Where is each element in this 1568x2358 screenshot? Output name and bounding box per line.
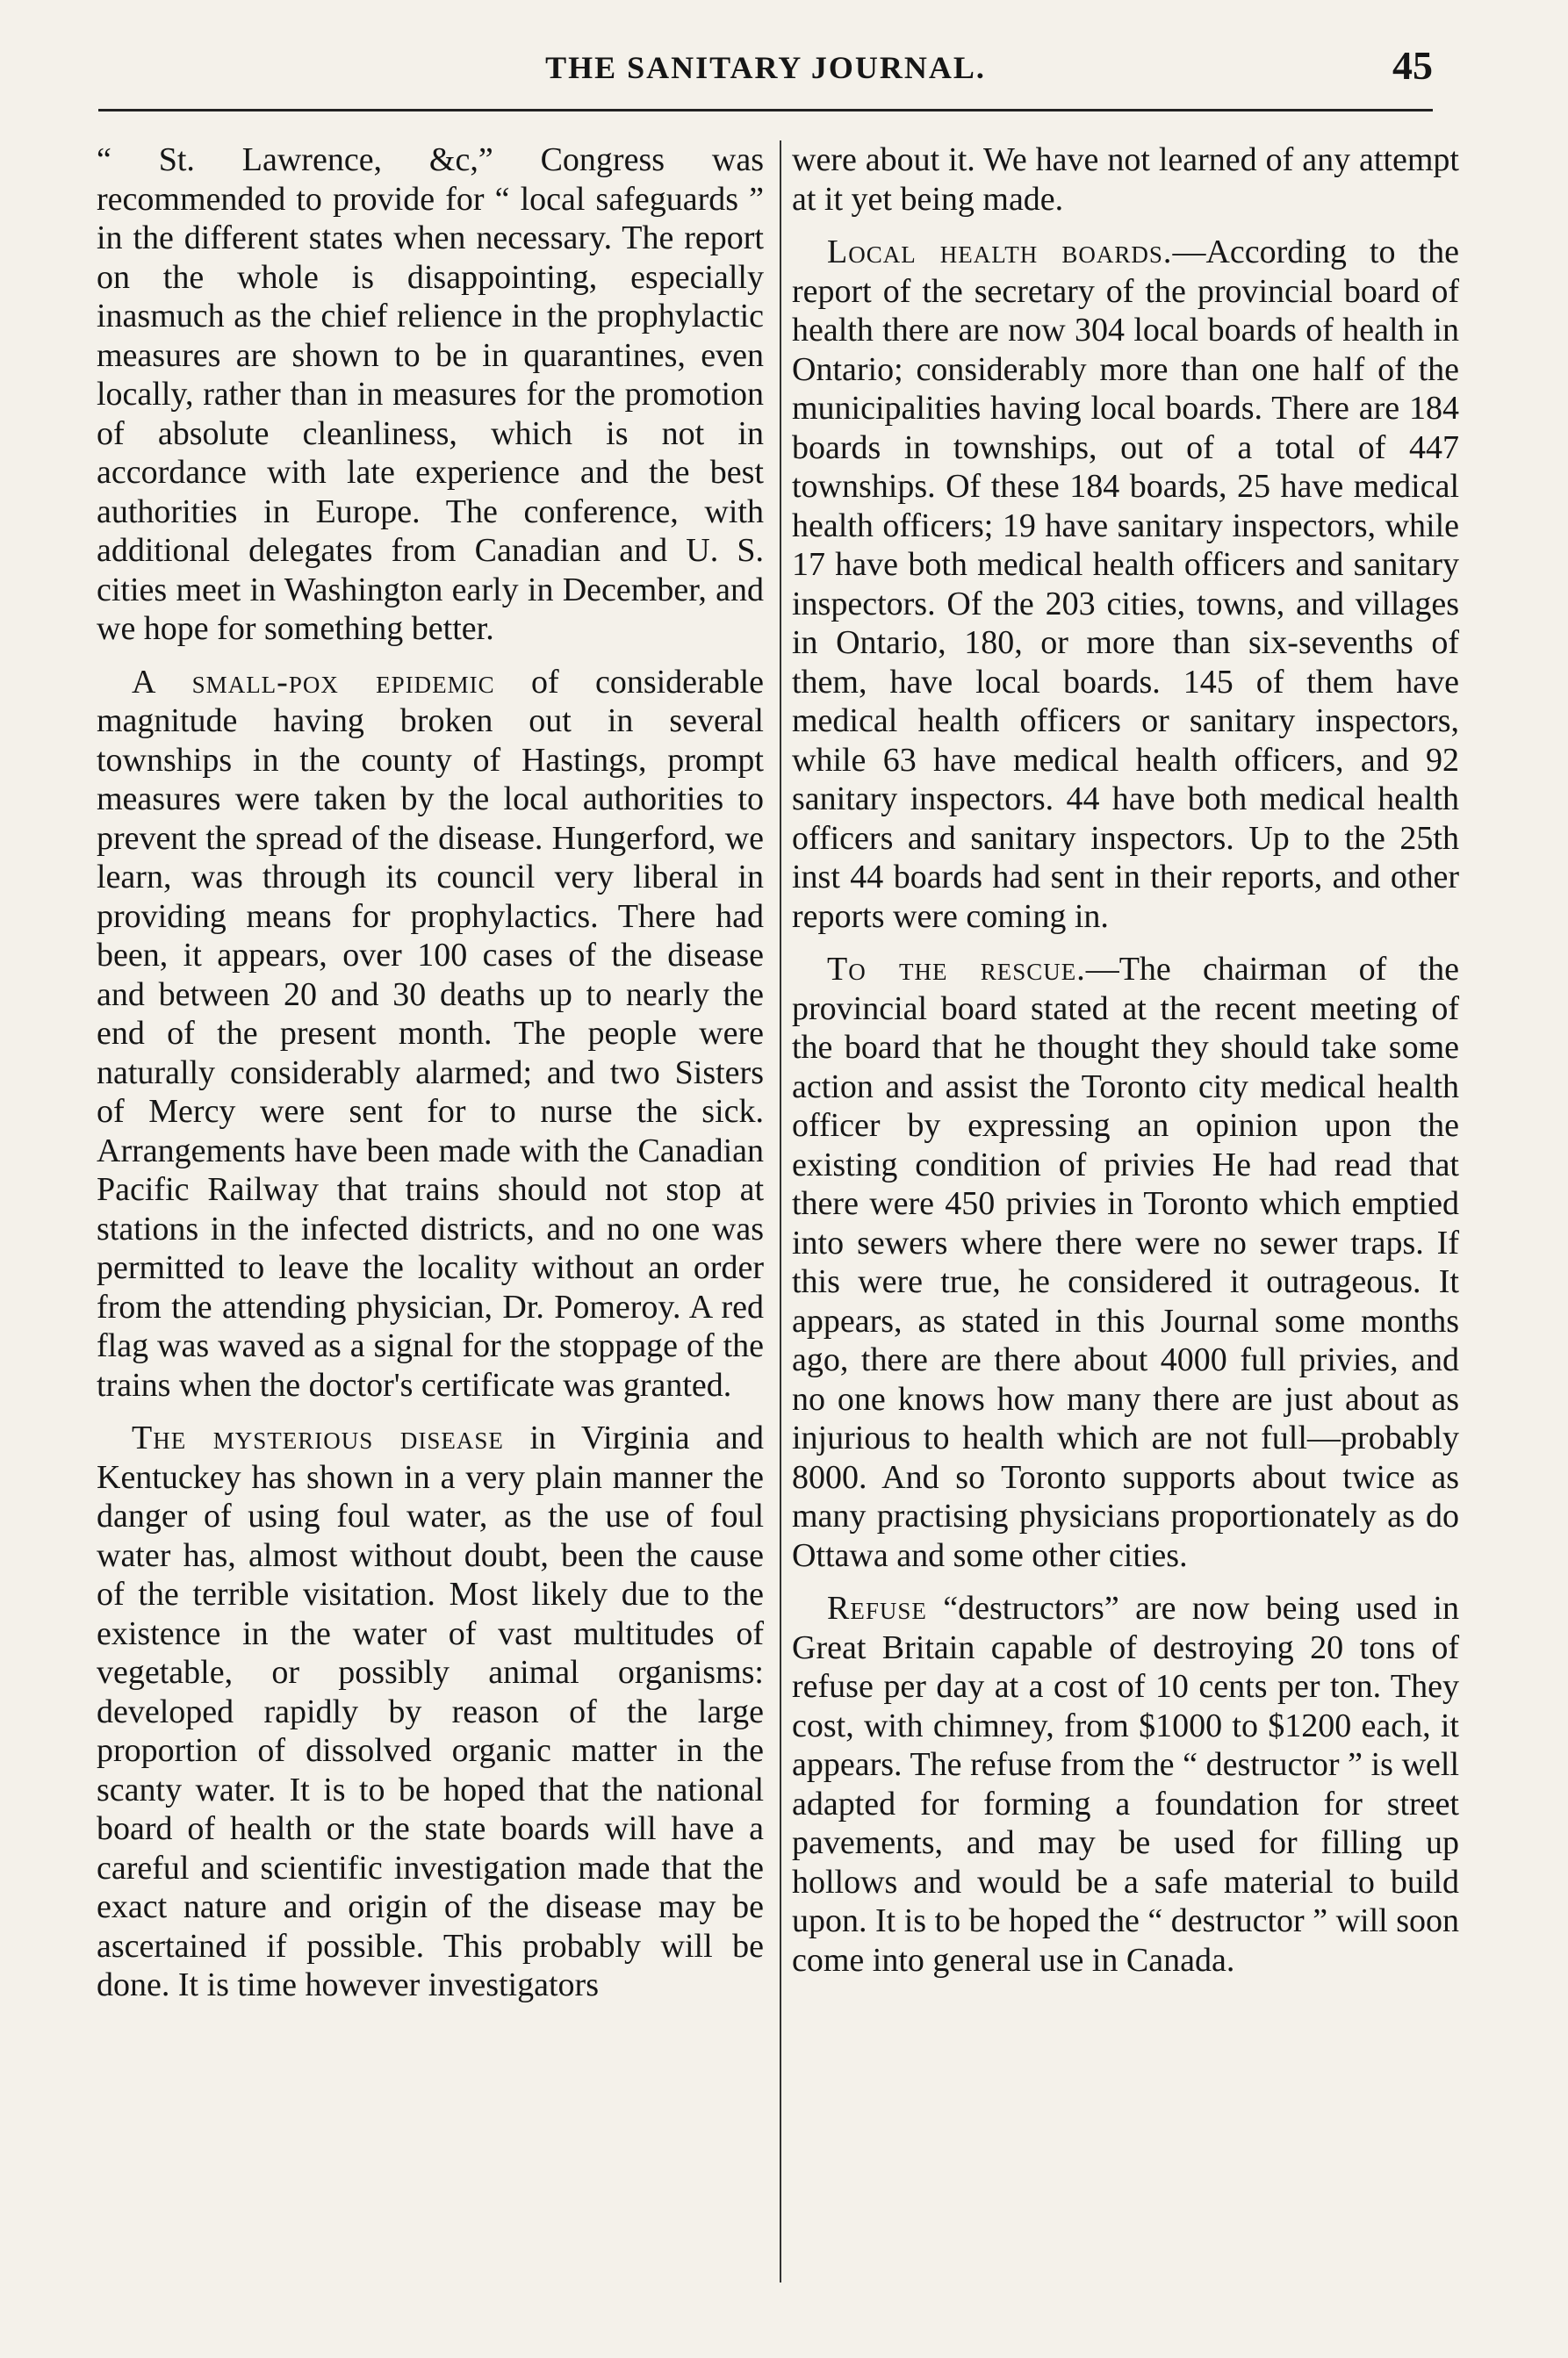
article-continuation — [792, 140, 1459, 219]
paragraph-text: —The chairman of the provincial board stated at the recent meeting of the board that he thought they should take some action and assist the Toronto city medical health officer by expressing an opinion upon the existing condition of privies He had read that there were 450 privies in Toronto which emptied into sewers where there were no sewer traps. If this were true, he considered it outrageous. It appears, as stated in this Journal some months ago, there are there about 4000 full privies, and no one knows how many there are just about as injurious to health which are not full—probably 8000. And so Toronto supports about twice as many practising physicians proportionately as do Ottawa and some other cities. — [792, 951, 1459, 1574]
column-divider — [780, 140, 781, 2283]
article-refuse-destructors — [792, 1589, 1459, 1980]
article-to-the-rescue — [792, 950, 1459, 1575]
article-lead: A small-pox epidemic — [132, 663, 495, 701]
paragraph-text: “destructors” are now being used in Great Britain capable of destroying 20 tons of refuse per day at a cost of 10 cents per ton. They cost, with chimney, from $1000 to $1200 each, it appears. The refuse from the “ destructor ” is well adapted for forming a foundation for street pavements, and may be used for filling up hollows and would be a safe material to build upon. It is to be hoped the “ destructor ” will soon come into general use in Canada. — [792, 1590, 1459, 1979]
paragraph-text: were about it. We have not learned of any attempt at it yet being made. — [792, 141, 1459, 218]
paragraph-text: —According to the report of the secretary of the provincial board of health there are now 304 local boards of health in Ontario; considerably more than one half of the municipalities having local boards. There are 184 boards in townships, out of a total of 447 townships. Of these 184 boards, 25 have medical health officers; 19 have sanitary inspectors, while 17 have both medical health officers and sanitary inspectors. Of the 203 cities, towns, and villages in Ontario, 180, or more than six-sevenths of them, have local boards. 145 of them have medical health officers or sanitary inspectors, while 63 have medical health officers, and 92 sanitary inspectors. 44 have both medical health officers and sanitary inspectors. Up to the 25th inst 44 boards had sent in their reports, and other reports were coming in. — [792, 234, 1459, 935]
article-continuation — [97, 140, 764, 649]
article-smallpox-epidemic — [97, 663, 764, 1405]
header-rule — [98, 109, 1433, 111]
running-title: THE SANITARY JOURNAL. — [545, 50, 986, 85]
article-local-health-boards — [792, 233, 1459, 936]
paragraph-text: in Virginia and Kentuckey has shown in a very plain manner the danger of using foul water, as the use of foul water has, almost without doubt, been the cause of the terrible visitation. Most likely due to the existence in the water of vast multitudes of vegetable, or possibly animal organisms: developed rapidly by reason of the large proportion of dissolved organic matter in the scanty water. It is to be hoped that the national board of health or the state boards will have a careful and scientific investigation made that the exact nature and origin of the disease may be ascertained if possible. This probably will be done. It is time however investigators — [97, 1420, 764, 2003]
page-header — [98, 42, 1433, 104]
article-lead: Local health boards. — [827, 234, 1173, 270]
article-mysterious-disease — [97, 1419, 764, 2005]
article-lead: Refuse — [827, 1590, 927, 1627]
left-column — [97, 140, 764, 2019]
paragraph-text: “ St. Lawrence, &c,” Congress was recommended to provide for “ local safeguards ” in the different states when necessary. The report on the whole is disappointing, especially inasmuch as the chief relience in the prophylactic measures are shown to be in quarantines, even locally, rather than in measures for the promotion of absolute cleanliness, which is not in accordance with late experience and the best authorities in Europe. The conference, with additional delegates from Canadian and U. S. cities meet in Washington early in December, and we hope for something better. — [97, 141, 764, 647]
article-lead: To the rescue. — [827, 951, 1086, 988]
paragraph-text: of considerable magnitude having broken out in several townships in the county of Hastings, prompt measures were taken by the local authorities to prevent the spread of the disease. Hungerford, we learn, was through its council very liberal in providing means for prophylactics. There had been, it appears, over 100 cases of the disease and between 20 and 30 deaths up to nearly the end of the present month. The people were naturally considerably alarmed; and two Sisters of Mercy were sent for to nurse the sick. Arrangements have been made with the Canadian Pacific Railway that trains should not stop at stations in the infected districts, and no one was permitted to leave the locality without an order from the attending physician, Dr. Pomeroy. A red flag was waved as a signal for the stoppage of the trains when the doctor's certificate was granted. — [97, 663, 764, 1404]
page-number: 45 — [1392, 43, 1433, 88]
article-lead: The mysterious disease — [132, 1420, 504, 1456]
right-column — [792, 140, 1459, 1994]
